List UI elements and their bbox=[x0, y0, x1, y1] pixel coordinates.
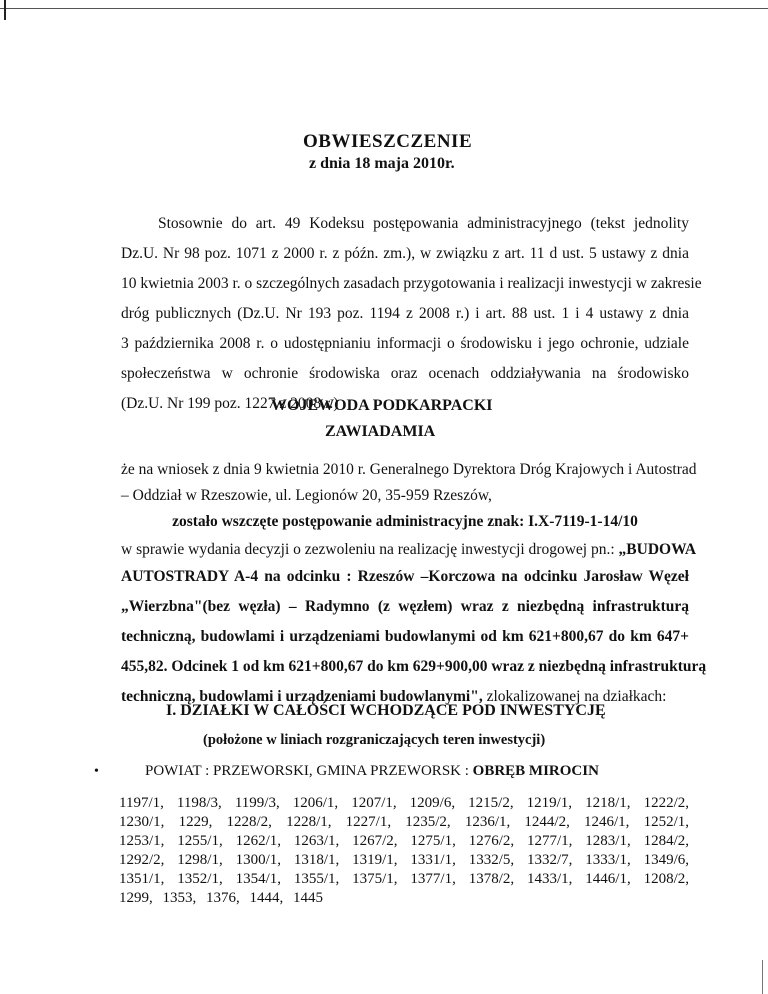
parcel-row: 1230/1, 1229, 1228/2, 1228/1, 1227/1, 1235/2, 1236/1, 1244/2, 1246/1, 1252/1, bbox=[119, 814, 689, 830]
intro-line: społeczeństwa w ochronie środowiska oraz ocenach oddziaływania na środowisko bbox=[121, 365, 689, 382]
intro-line: (Dz.U. Nr 199 poz. 1227 z 2008 r.) bbox=[121, 395, 339, 412]
procedure-reference: zostało wszczęte postępowanie administracyjne znak: I.X-7119-1-14/10 bbox=[172, 513, 638, 530]
investment-name-start: „BUDOWA bbox=[618, 541, 697, 558]
location-line bbox=[145, 763, 599, 780]
investment-name-line: techniczną, budowlami i urządzeniami budowlanymi od km 621+800,67 do km 647+ bbox=[121, 628, 689, 645]
body-line bbox=[121, 537, 697, 562]
parcel-row: 1299, 1353, 1376, 1444, 1445 bbox=[119, 890, 323, 906]
body-line-plain: w sprawie wydania decyzji o zezwoleniu na realizację inwestycji drogowej pn.: bbox=[121, 541, 615, 558]
section-subheading: (położone w liniach rozgraniczających teren inwestycji) bbox=[203, 732, 546, 748]
investment-name-end: techniczną, budowlami i urządzeniami budowlanymi", bbox=[121, 688, 483, 705]
intro-line: 3 października 2008 r. o udostępnianiu informacji o środowisku i jego ochronie, udziale bbox=[121, 335, 689, 352]
page-title: OBWIESZCZENIE bbox=[303, 131, 473, 152]
intro-line: dróg publicznych (Dz.U. Nr 193 poz. 1194 z 2008 r.) i art. 88 ust. 1 i 4 ustawy z dnia bbox=[121, 305, 689, 322]
section-heading: I. DZIAŁKI W CAŁOŚCI WCHODZĄCE POD INWESTYCJĘ bbox=[166, 702, 606, 719]
investment-name-line: 455,82. Odcinek 1 od km 621+800,67 do km 629+900,00 wraz z niezbędną infrastrukturą bbox=[121, 658, 707, 675]
body-line-plain: zlokalizowanej na działkach: bbox=[486, 688, 667, 705]
body-line: że na wniosek z dnia 9 kwietnia 2010 r. Generalnego Dyrektora Dróg Krajowych i Autostrad bbox=[121, 461, 697, 478]
scan-edge-left bbox=[4, 0, 6, 20]
scan-edge-top bbox=[0, 8, 768, 9]
parcel-row: 1351/1, 1352/1, 1354/1, 1355/1, 1375/1, 1377/1, 1378/2, 1433/1, 1446/1, 1208/2, bbox=[119, 871, 689, 887]
authority-action: ZAWIADAMIA bbox=[325, 423, 436, 440]
parcel-row: 1292/2, 1298/1, 1300/1, 1318/1, 1319/1, 1331/1, 1332/5, 1332/7, 1333/1, 1349/6, bbox=[119, 852, 689, 868]
parcel-row: 1253/1, 1255/1, 1262/1, 1263/1, 1267/2, 1275/1, 1276/2, 1277/1, 1283/1, 1284/2, bbox=[119, 833, 689, 849]
intro-line: 10 kwietnia 2003 r. o szczególnych zasadach przygotowania i realizacji inwestycji w zakresie bbox=[121, 275, 702, 292]
authority-name: WOJEWODA PODKARPACKI bbox=[271, 397, 493, 414]
body-paragraph bbox=[121, 455, 707, 712]
investment-name-line: AUTOSTRADY A-4 na odcinku : Rzeszów –Korczowa na odcinku Jarosław Węzeł bbox=[121, 568, 689, 585]
scan-edge-right bbox=[762, 960, 763, 994]
investment-name-line: „Wierzbna"(bez węzła) – Radymno (z węzłem) wraz z niezbędną infrastrukturą bbox=[121, 598, 689, 615]
parcel-list bbox=[119, 794, 689, 908]
bullet-icon: • bbox=[94, 764, 99, 779]
body-line: – Oddział w Rzeszowie, ul. Legionów 20, 35-959 Rzeszów, bbox=[121, 487, 492, 504]
notice-date: z dnia 18 maja 2010r. bbox=[309, 155, 455, 172]
intro-paragraph bbox=[121, 209, 702, 419]
intro-line: Dz.U. Nr 98 poz. 1071 z 2000 r. z późn. zm.), w związku z art. 11 d ust. 5 ustawy z dnia bbox=[121, 245, 689, 262]
cadastral-district: OBRĘB MIROCIN bbox=[472, 763, 599, 779]
intro-line: Stosownie do art. 49 Kodeksu postępowania administracyjnego (tekst jednolity bbox=[158, 215, 689, 232]
parcel-row: 1197/1, 1198/3, 1199/3, 1206/1, 1207/1, 1209/6, 1215/2, 1219/1, 1218/1, 1222/2, bbox=[119, 795, 689, 811]
location-plain: POWIAT : PRZEWORSKI, GMINA PRZEWORSK : bbox=[145, 763, 469, 779]
